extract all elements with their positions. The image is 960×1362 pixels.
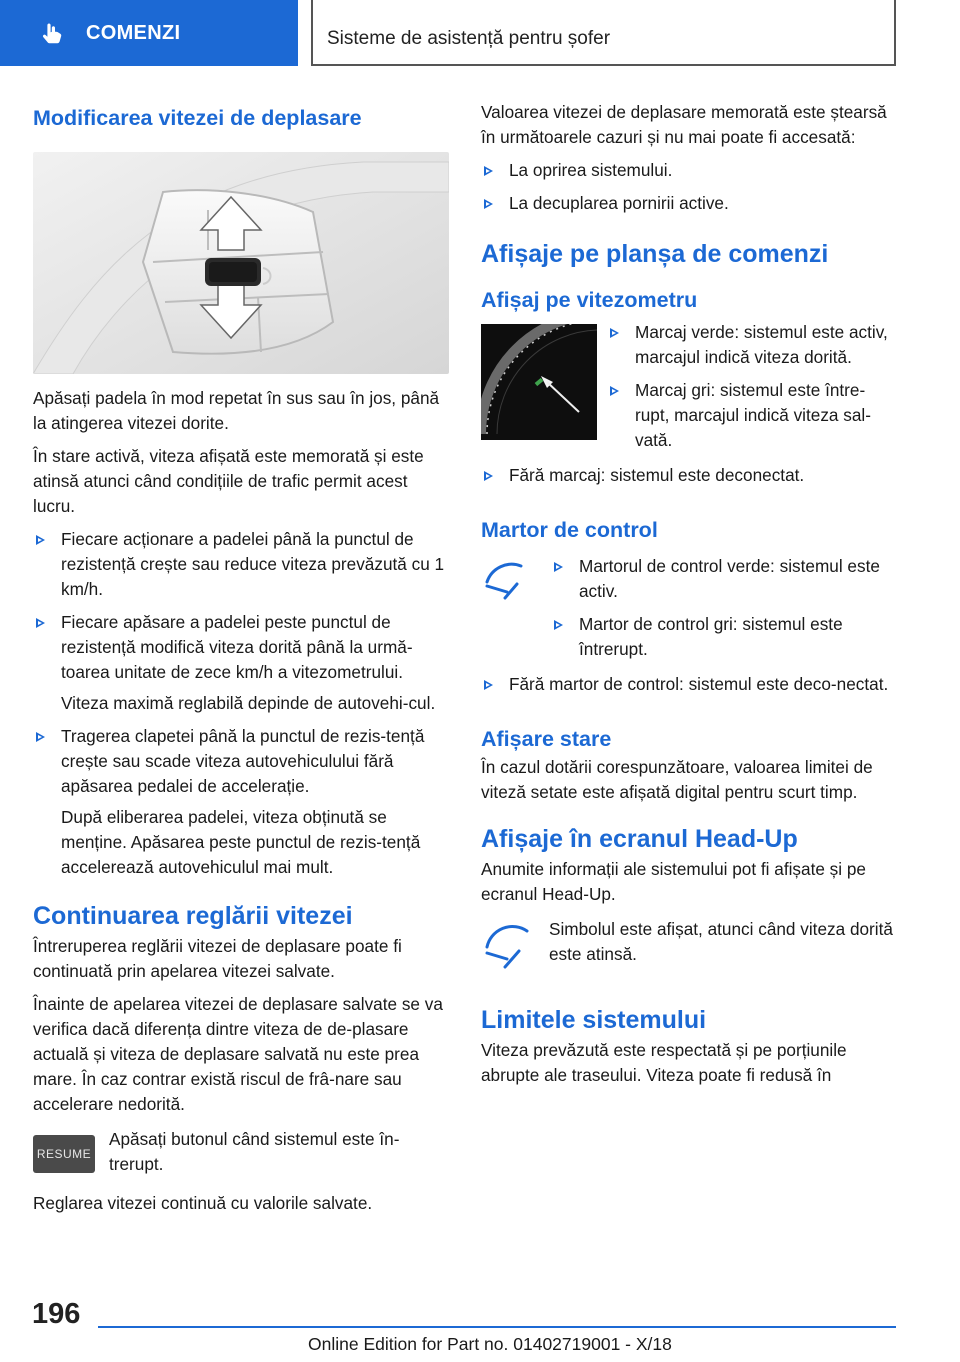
list-item-note: Viteza maximă reglabilă depinde de autovehi-cul. bbox=[61, 693, 436, 713]
resume-row bbox=[33, 1127, 449, 1177]
list-item: Fără martor de control: sistemul este deco-nectat. bbox=[481, 672, 897, 697]
speedometer-image bbox=[481, 324, 597, 440]
text-saved-values: Reglarea vitezei continuă cu valorile salvate. bbox=[33, 1193, 373, 1213]
heading-speedometer: Afișaj pe vitezometru bbox=[481, 288, 698, 312]
text-limits: Viteza prevăzută este respectată și pe porțiunile abrupte ale traseului. Viteza poate fi redusă în bbox=[481, 1040, 847, 1085]
section-header bbox=[311, 0, 896, 66]
hud-indicator-icon bbox=[481, 923, 541, 982]
heading-control-light: Martor de control bbox=[481, 518, 658, 542]
heading-display: Afișaje pe planșa de comenzi bbox=[481, 240, 829, 268]
section-title: Sisteme de asistență pentru șofer bbox=[327, 28, 611, 49]
text-warning: Înainte de apelarea vitezei de deplasare salvate se va verifica dacă diferența dintre viteza de de-plasare actuală și viteza de deplasare salvată nu este prea mare. În caz contrar există riscul de frâ-nare sau accelerare nedorită. bbox=[33, 994, 443, 1114]
page-number: 196 bbox=[32, 1298, 81, 1330]
footer-divider bbox=[98, 1326, 896, 1328]
right-column bbox=[481, 100, 897, 1088]
text-continue: Întreruperea reglării vitezei de deplasare poate fi continuată prin apelarea vitezei salvate. bbox=[33, 936, 402, 981]
list-item: Marcaj gri: sistemul este între-rupt, marcajul indică viteza sal-vată. bbox=[607, 378, 897, 453]
steering-wheel-image bbox=[33, 152, 449, 374]
control-row bbox=[481, 554, 897, 662]
left-column bbox=[33, 100, 449, 1216]
text-memory-cleared: Valoarea vitezei de deplasare memorată este ștearsă în următoarele cazuri și nu mai poate fi accesată: bbox=[481, 102, 887, 147]
list-item: Martorul de control verde: sistemul este activ. bbox=[551, 554, 897, 604]
control-list bbox=[551, 554, 897, 662]
text-press-paddle: Apăsați padela în mod repetat în sus sau în jos, până la atingerea vitezei dorite. bbox=[33, 388, 440, 433]
heading-limits: Limitele sistemului bbox=[481, 1006, 707, 1034]
resume-button-icon: RESUME bbox=[33, 1135, 95, 1173]
text-active-state: În stare activă, viteza afișată este memorată și este atinsă atunci când condițiile de trafic permit acest lucru. bbox=[33, 446, 424, 516]
heading-continue: Continuarea reglării vitezei bbox=[33, 902, 353, 930]
list-item: Fiecare acționare a padelei până la punctul de rezistență crește sau reduce viteza prevăzută cu 1 km/h. bbox=[33, 527, 449, 602]
list-item: La decuplarea pornirii active. bbox=[481, 191, 897, 216]
text-resume: Apăsați butonul când sistemul este în-trerupt. bbox=[109, 1129, 400, 1174]
text-status: În cazul dotării corespunzătoare, valoarea limitei de viteză setate este afișată digital pentru scurt timp. bbox=[481, 757, 873, 802]
list-item: Martor de control gri: sistemul este întrerupt. bbox=[551, 612, 897, 662]
hud-row bbox=[481, 917, 897, 982]
heading-status: Afișare stare bbox=[481, 727, 612, 751]
speedometer-row bbox=[481, 320, 897, 453]
list-item: Fără marcaj: sistemul este deconectat. bbox=[481, 463, 897, 488]
list-item: Tragerea clapetei până la punctul de rezis-tență crește sau scade viteza autovehiculului fără apăsarea pedalei de accelerație. bbox=[33, 724, 449, 799]
heading-hud: Afișaje în ecranul Head-Up bbox=[481, 825, 798, 853]
text-hud-symbol: Simbolul este afișat, atunci când viteza dorită este atinsă. bbox=[549, 919, 893, 964]
speedometer-list bbox=[607, 320, 897, 453]
list-item-note: După eliberarea padelei, viteza obținută se menține. Apăsarea peste punctul de rezis-tență accelerează autovehiculul mai mult. bbox=[61, 807, 421, 877]
chapter-label: COMENZI bbox=[86, 21, 181, 44]
text-hud: Anumite informații ale sistemului pot fi afișate și pe ecranul Head-Up. bbox=[481, 859, 866, 904]
list-item: Marcaj verde: sistemul este activ, marcajul indică viteza dorită. bbox=[607, 320, 897, 370]
list-item: Fiecare apăsare a padelei peste punctul de rezistență modifică viteza dorită până la urmă-toarea unitate de zece km/h a vitezometrului. bbox=[33, 610, 449, 685]
heading-speed-change: Modificarea vitezei de deplasare bbox=[33, 106, 362, 130]
list-item: La oprirea sistemului. bbox=[481, 158, 897, 183]
chapter-tab[interactable] bbox=[0, 0, 298, 66]
edition-note: Online Edition for Part no. 01402719001 - X/18 bbox=[308, 1334, 672, 1354]
hand-touch-icon bbox=[40, 21, 64, 45]
indicator-icon bbox=[481, 560, 541, 662]
